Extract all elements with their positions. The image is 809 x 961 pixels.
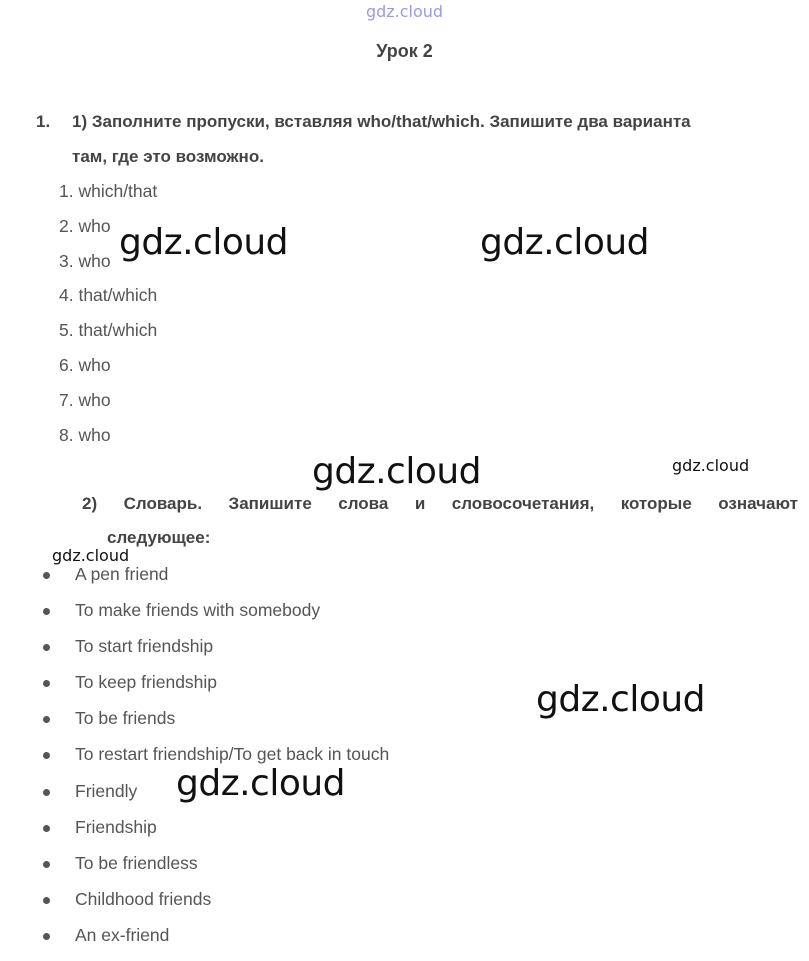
bullet-icon	[43, 572, 50, 579]
bullet-icon	[43, 716, 50, 723]
watermark: gdz.cloud	[480, 222, 650, 263]
answer-item: 4. that/which	[59, 285, 158, 306]
list-item	[40, 853, 389, 889]
list-item-text: An ex-friend	[75, 924, 170, 945]
list-item-text: Friendship	[75, 816, 157, 837]
answer-item: 3. who	[59, 250, 111, 271]
list-item	[40, 564, 389, 600]
bullet-icon	[43, 825, 50, 832]
bullet-icon	[43, 644, 50, 651]
answer-item: 6. who	[59, 354, 111, 375]
list-item-text: Friendly	[75, 780, 138, 801]
bullet-icon	[43, 680, 50, 687]
instruction-word: слова	[338, 494, 389, 513]
bullet-icon	[43, 933, 50, 940]
lesson-title: Урок 2	[376, 41, 433, 61]
list-item	[40, 672, 389, 708]
list-item-text: To keep friendship	[75, 672, 218, 693]
answer-item: 2. who	[59, 215, 111, 236]
watermark: gdz.cloud	[119, 222, 289, 263]
instruction-word: 2)	[82, 494, 98, 513]
bullet-icon	[43, 752, 50, 759]
list-item	[40, 817, 389, 853]
list-item	[40, 889, 389, 925]
bullet-icon	[43, 789, 50, 796]
instruction-word: означают	[718, 494, 798, 513]
instruction-word: словосочетания,	[451, 494, 595, 513]
watermark: gdz.cloud	[312, 451, 482, 492]
list-item-text: Childhood friends	[75, 888, 212, 909]
task2-instruction-line2: следующее:	[107, 528, 211, 547]
bullet-icon	[43, 608, 50, 615]
answer-item: 5. that/which	[59, 320, 158, 341]
answer-item: 7. who	[59, 389, 111, 410]
watermark: gdz.cloud	[176, 763, 346, 804]
instruction-word: и	[414, 494, 426, 513]
list-item-text: To restart friendship/To get back in touch	[75, 744, 390, 765]
instruction-word: Словарь.	[123, 494, 203, 513]
list-item	[40, 600, 389, 636]
list-item	[40, 925, 389, 961]
task1-instruction-line2: там, где это возможно.	[72, 147, 264, 166]
list-item-text: To make friends with somebody	[75, 600, 321, 621]
list-item-text: A pen friend	[75, 564, 169, 584]
list-item-text: To start friendship	[75, 636, 214, 657]
list-item	[40, 708, 389, 744]
watermark: gdz.cloud	[52, 546, 130, 565]
task1-instruction-line1: 1) Заполните пропуски, вставляя who/that/which. Запишите два варианта	[72, 112, 691, 131]
bullet-icon	[43, 861, 50, 868]
task-number: 1.	[36, 112, 51, 131]
site-logo: gdz.cloud	[365, 2, 444, 21]
instruction-word: которые	[620, 494, 692, 513]
list-item-text: To be friends	[75, 708, 176, 729]
instruction-word: Запишите	[228, 494, 312, 513]
list-item-text: To be friendless	[75, 852, 198, 873]
answer-item: 8. who	[59, 424, 111, 445]
task2-instruction-line1	[82, 494, 798, 514]
list-item	[40, 636, 389, 672]
bullet-icon	[43, 897, 50, 904]
watermark: gdz.cloud	[536, 679, 706, 720]
watermark: gdz.cloud	[672, 456, 750, 475]
answer-item: 1. which/that	[59, 181, 158, 201]
